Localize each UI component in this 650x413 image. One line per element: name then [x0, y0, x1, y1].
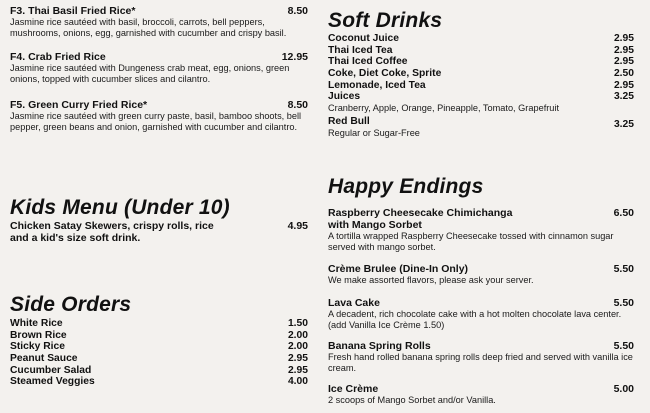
dessert-item: [328, 383, 634, 406]
item-name: Sticky Rice: [10, 341, 65, 353]
item-description: A tortilla wrapped Raspberry Cheesecake tossed with cinnamon sugar served with mango sorbet.: [328, 231, 614, 253]
list-item: [10, 353, 308, 365]
item-description: Jasmine rice sautéed with basil, broccoli, carrots, bell peppers, mushrooms, onions, egg, garnished with cucumber and crispy basil.: [10, 17, 287, 39]
dessert-item: [328, 207, 634, 253]
happy-endings-heading: Happy Endings: [328, 175, 484, 198]
item-name: Banana Spring Rolls: [328, 340, 431, 352]
menu-item-f5: [10, 99, 308, 133]
item-description: Jasmine rice sautéed with Dungeness crab meat, egg, onions, green onions, topped with cucumber slices and cilantro.: [10, 63, 290, 85]
kids-menu-price: 4.95: [287, 220, 308, 232]
item-description: We make assorted flavors, please ask your server.: [328, 275, 534, 285]
list-item: [328, 33, 634, 45]
item-price: 2.95: [613, 33, 634, 44]
list-item: [328, 116, 634, 131]
menu-item-f4: [10, 51, 308, 85]
item-price: 8.50: [287, 5, 308, 17]
item-name: F3. Thai Basil Fried Rice*: [10, 5, 136, 17]
kids-menu-heading: Kids Menu (Under 10): [10, 196, 230, 219]
dessert-item: [328, 263, 634, 286]
list-item: [328, 80, 634, 92]
item-price: 2.95: [613, 56, 634, 68]
item-price: 8.50: [287, 99, 308, 111]
list-item: [10, 318, 308, 330]
list-item: [328, 56, 634, 68]
item-price: 6.50: [613, 207, 634, 219]
item-name: F4. Crab Fried Rice: [10, 51, 106, 63]
list-item: [10, 365, 308, 377]
item-price: 2.00: [287, 341, 308, 353]
side-orders-list: [10, 318, 308, 388]
item-name: Coconut Juice: [328, 33, 399, 44]
soft-drinks-list: [328, 33, 634, 139]
item-price: 3.25: [613, 119, 634, 131]
item-name: Lava Cake: [328, 297, 380, 309]
item-name: Coke, Diet Coke, Sprite: [328, 68, 442, 80]
kids-menu-item: [10, 220, 308, 244]
item-price: 5.50: [613, 263, 634, 275]
list-item: [328, 45, 634, 57]
dessert-item: [328, 297, 634, 331]
item-price: 2.95: [613, 79, 634, 91]
list-item: [328, 68, 634, 80]
item-price: 5.50: [613, 297, 634, 309]
item-name: Juices: [328, 91, 361, 103]
item-price: 3.25: [613, 91, 634, 103]
list-item: [10, 341, 308, 353]
item-description: Fresh hand rolled banana spring rolls deep fried and served with vanilla ice cream.: [328, 352, 633, 374]
item-name: White Rice: [10, 318, 63, 329]
item-name: Peanut Sauce: [10, 353, 78, 365]
item-description: A decadent, rich chocolate cake with a hot molten chocolate lava center. (add Vanilla Ice Crème 1.50): [328, 309, 622, 331]
dessert-item: [328, 340, 634, 374]
item-name: Thai Iced Tea: [328, 44, 393, 56]
menu-item-f3: [10, 5, 308, 39]
item-price: 5.00: [613, 383, 634, 395]
item-name: Raspberry Cheesecake Chimichanga with Mango Sorbet: [328, 207, 513, 231]
item-name: Brown Rice: [10, 329, 67, 341]
item-name: Red Bull: [328, 116, 370, 128]
item-name: Steamed Veggies: [10, 376, 95, 388]
item-name: Thai Iced Coffee: [328, 56, 408, 68]
list-item: [328, 91, 634, 103]
item-price: 5.50: [613, 340, 634, 352]
item-name: Crème Brulee (Dine-In Only): [328, 263, 469, 275]
item-name: Ice Crème: [328, 383, 379, 395]
soft-drinks-heading: Soft Drinks: [328, 9, 443, 32]
item-name: Lemonade, Iced Tea: [328, 79, 426, 91]
item-price: 2.95: [613, 44, 634, 56]
item-price: 12.95: [281, 51, 308, 63]
item-price: 2.95: [287, 364, 308, 376]
item-price: 2.00: [287, 329, 308, 341]
list-item: [10, 330, 308, 342]
item-name: F5. Green Curry Fried Rice*: [10, 99, 148, 111]
item-description: Regular or Sugar-Free: [328, 128, 420, 139]
item-price: 2.50: [613, 68, 634, 80]
item-description: Cranberry, Apple, Orange, Pineapple, Tomato, Grapefruit: [328, 103, 560, 114]
item-name: Cucumber Salad: [10, 364, 92, 376]
side-orders-heading: Side Orders: [10, 293, 132, 316]
item-description: 2 scoops of Mango Sorbet and/or Vanilla.: [328, 395, 496, 405]
item-description: Jasmine rice sautéed with green curry paste, basil, bamboo shoots, bell pepper, green beans and onion, garnished with cucumber and cilantro.: [10, 111, 302, 133]
item-price: 1.50: [287, 318, 308, 329]
item-price: 4.00: [287, 376, 308, 388]
kids-menu-description: Chicken Satay Skewers, crispy rolls, rice and a kid's size soft drink.: [10, 220, 214, 244]
item-price: 2.95: [287, 353, 308, 365]
list-item: [10, 376, 308, 388]
